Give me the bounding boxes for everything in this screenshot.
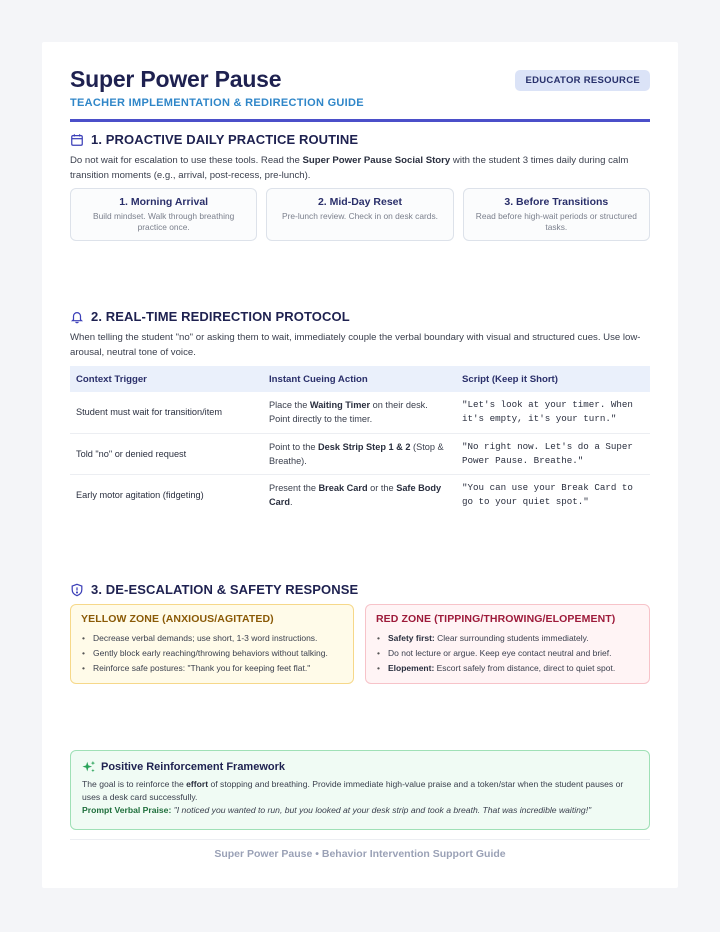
page-title: Super Power Pause [70,66,282,92]
section2-intro: When telling the student "no" or asking them to wait, immediately couple the verbal boundary with visual and structured cues. Use low-arousal, neutral tone of voice. [70,332,641,358]
page-subtitle: TEACHER IMPLEMENTATION & REDIRECTION GUIDE [70,97,364,109]
section2-title: 2. REAL-TIME REDIRECTION PROTOCOL [91,309,350,324]
action-cell: Point to the Desk Strip Step 1 & 2 (Stop & Breathe). [263,433,456,474]
action-cell: Place the Waiting Timer on their desk. Point directly to the timer. [263,392,456,433]
page-footer: Super Power Pause • Behavior Intervention Support Guide [214,848,506,860]
reinforcement-heading [82,760,638,774]
yellow-zone-list [81,631,343,676]
reinforcement-box [70,750,650,830]
card-desc: Build mindset. Walk through breathing practice once. [93,211,235,232]
red-zone-title: RED ZONE (TIPPING/THROWING/ELOPEMENT) [376,613,616,625]
footer-divider [70,839,650,840]
table-row [70,392,650,433]
trigger-cell: Student must wait for transition/item [70,392,263,433]
list-item: • Elopement: Escort safely from distance, direct to quiet spot. [376,661,639,676]
section2-heading [70,309,350,324]
sparkle-icon [82,760,96,774]
intro-text-rest: with the student 3 times daily during calm transition moments (e.g., arrival, post-recess, pre-lunch). [70,155,629,181]
section3-heading [70,582,358,597]
red-zone-card [365,604,650,684]
column-header: Instant Cueing Action [263,366,456,392]
redirection-table [70,366,650,515]
card-desc: Pre-lunch review. Check in on desk cards. [282,211,438,221]
script-cell: "Let's look at your timer. When it's empty, it's your turn." [456,392,650,433]
list-item: • Reinforce safe postures: "Thank you for keeping feet flat." [81,661,343,676]
card-title: 2. Mid-Day Reset [317,196,402,208]
document-page [42,42,678,888]
table-row [70,474,650,515]
reinforcement-text: The goal is to reinforce the effort of stopping and breathing. Provide immediate high-value praise and a token/star when the student pauses or uses a desk card successfully. [82,779,624,802]
bell-icon [70,310,84,324]
table-row [70,433,650,474]
section3-title: 3. DE-ESCALATION & SAFETY RESPONSE [91,582,359,597]
prompt-praise: Prompt Verbal Praise: "I noticed you wanted to run, but you looked at your desk strip and took a breath. That was incredible waiting!" [82,805,592,815]
section1-title: 1. PROACTIVE DAILY PRACTICE ROUTINE [91,132,359,147]
yellow-zone-title: YELLOW ZONE (ANXIOUS/AGITATED) [81,613,274,625]
routine-cards [70,188,650,241]
card-title: 3. Before Transitions [504,196,609,208]
shield-icon [70,583,84,597]
trigger-cell: Told "no" or denied request [70,433,263,474]
action-cell: Present the Break Card or the Safe Body Card. [269,482,442,507]
educator-badge: EDUCATOR RESOURCE [515,70,650,91]
column-header: Script (Keep it Short) [456,366,650,392]
routine-card-transitions [463,188,650,241]
red-zone-list [376,631,639,676]
yellow-zone-card [70,604,354,684]
script-cell: "No right now. Let's do a Super Power Pause. Breathe." [456,433,650,474]
section1-intro [70,153,650,183]
list-item: • Gently block early reaching/throwing behaviors without talking. [81,646,343,661]
list-item: • Decrease verbal demands; use short, 1-3 word instructions. [81,631,343,646]
card-desc: Read before high-wait periods or structured tasks. [475,211,637,232]
column-header: Context Trigger [70,366,263,392]
routine-card-morning [70,188,257,241]
reinforcement-title: Positive Reinforcement Framework [101,761,286,773]
table-header-row [70,366,650,392]
social-story-ref: Super Power Pause Social Story [302,155,451,166]
header-divider [70,119,650,122]
list-item: • Do not lecture or argue. Keep eye contact neutral and brief. [376,646,639,661]
section1-heading [70,132,358,147]
calendar-icon [70,133,84,147]
intro-text: Do not wait for escalation to use these tools. Read the [70,155,303,166]
header [70,66,650,109]
list-item: • Safety first: Clear surrounding students immediately. [376,631,639,646]
routine-card-midday [266,188,453,241]
card-title: 1. Morning Arrival [119,196,209,208]
trigger-cell: Early motor agitation (fidgeting) [76,489,204,500]
script-cell: "You can use your Break Card to go to your quiet spot." [462,481,633,507]
